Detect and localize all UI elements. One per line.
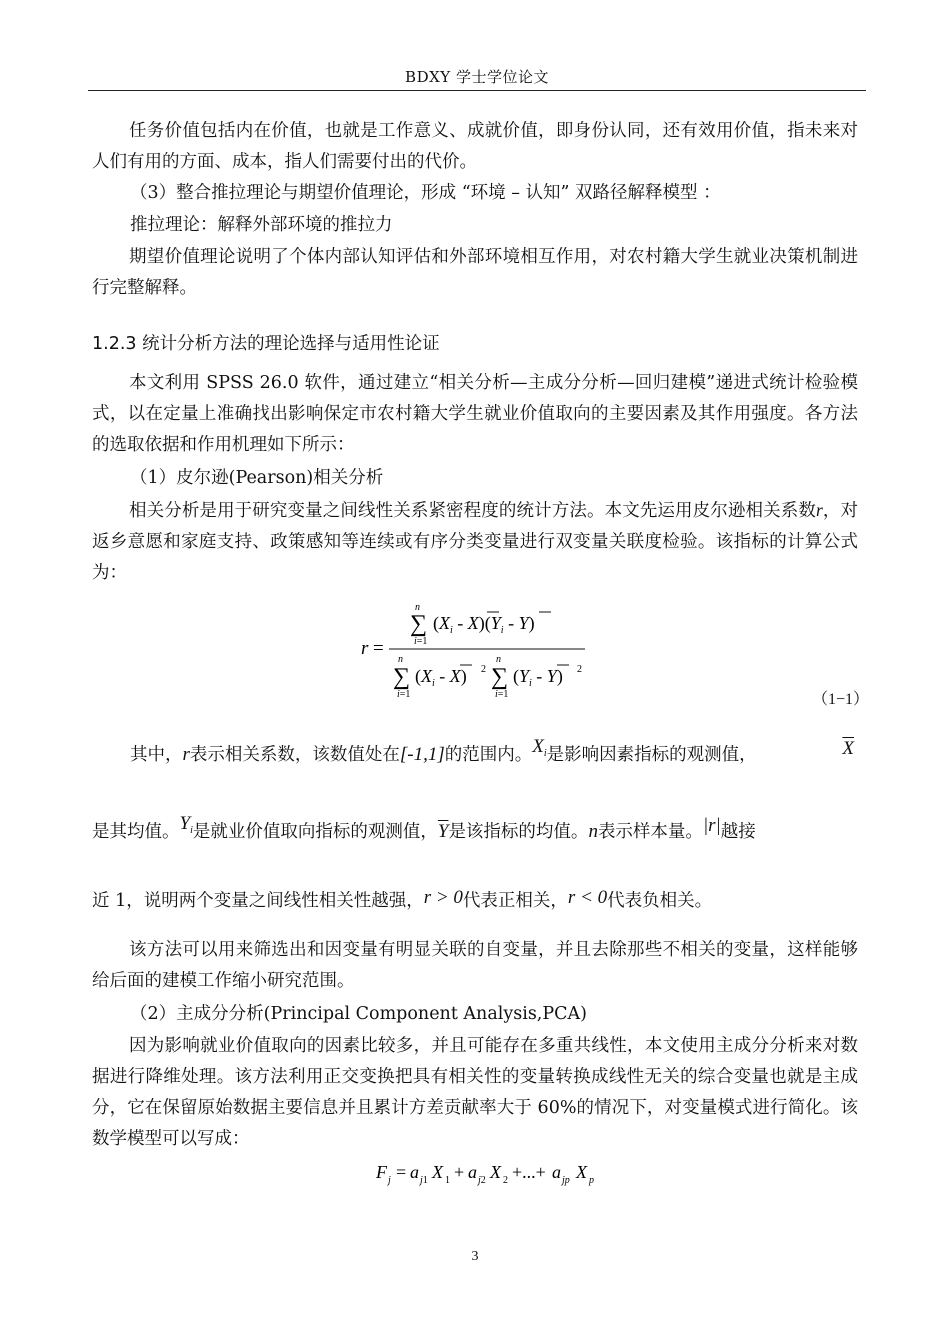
- paragraph-pca: 因为影响就业价值取向的因素比较多，并且可能存在多重共线性，本文使用主成分分析来对数据进行降维处理。该方法利用正交变换把具有相关性的变量转换成线性无关的综合变量也就是主成分，它在保留原始数据主要信息并且累计方差贡献率大于 60%的情况下，对变量模式进行简化。该数学模型可以写成：: [92, 1036, 858, 1149]
- svg-text:a: a: [468, 1162, 477, 1182]
- paragraph-pearson-title: （1）皮尔逊(Pearson)相关分析: [130, 468, 384, 488]
- explanation-line-1: [130, 736, 858, 766]
- symbol-ybar: $\overline{Y}$: [437, 821, 449, 842]
- paragraph-screening: 该方法可以用来筛选出和因变量有明显关联的自变量，并且去除那些不相关的变量，这样能够给后面的建模工作缩小研究范围。: [92, 940, 858, 991]
- svg-text:=: =: [373, 638, 384, 659]
- svg-text:2: 2: [577, 664, 582, 675]
- svg-text:n: n: [496, 654, 501, 665]
- svg-text:1: 1: [445, 1175, 450, 1186]
- paragraph-push-pull: 推拉理论：解释外部环境的推拉力: [130, 215, 393, 235]
- text: 表示相关系数，该数值处在: [189, 745, 400, 765]
- text: 是就业价值取向指标的观测值，: [192, 822, 438, 842]
- symbol-r: r: [815, 500, 823, 520]
- svg-text:(Xi - X)(Yi - Y): $(X_i - X)(Y_i - Y)$: [433, 613, 535, 636]
- correlation-text-a: 相关分析是用于研究变量之间线性关系紧密程度的统计方法。本文先运用皮尔逊相关系数: [129, 501, 816, 521]
- explanation-line-3: [92, 887, 858, 912]
- symbol-r-positive: r > 0: [423, 887, 463, 908]
- text: 代表正相关，: [462, 891, 568, 911]
- explanation-line-2: [92, 813, 858, 843]
- header-rule: [88, 90, 866, 91]
- svg-text:2: 2: [481, 664, 486, 675]
- svg-text:r: r: [361, 638, 369, 659]
- text: 越接: [720, 822, 756, 842]
- paragraph-integration: （3）整合推拉理论与期望价值理论，形成 “环境 – 认知” 双路径解释模型 ：: [130, 183, 721, 203]
- symbol-x: X: [532, 736, 544, 757]
- svg-text:i=1: i=1: [397, 689, 411, 700]
- text: 近 1，说明两个变量之间线性相关性越强，: [92, 891, 424, 911]
- svg-text:i=1: i=1: [414, 636, 428, 647]
- svg-text:jp: jp: [562, 1175, 570, 1186]
- svg-text:=: =: [396, 1162, 407, 1182]
- svg-text:a: a: [552, 1162, 561, 1182]
- subscript-i: i: [543, 748, 547, 759]
- svg-text:X: X: [576, 1162, 587, 1182]
- text: 是影响因素指标的观测值，: [546, 745, 757, 765]
- svg-text:j2: j2: [478, 1175, 486, 1186]
- svg-text:X: X: [432, 1162, 443, 1182]
- running-header: BDXY 学士学位论文: [405, 68, 549, 86]
- subscript-i: i: [190, 825, 193, 836]
- text: 的范围内。: [444, 745, 533, 765]
- svg-text:p: p: [589, 1175, 594, 1186]
- paragraph-expectancy: 期望价值理论说明了个体内部认知评估和外部环境相互作用，对农村籍大学生就业决策机制进行完整解释。: [92, 247, 858, 298]
- svg-text:X: X: [490, 1162, 501, 1182]
- svg-text:∑: ∑: [393, 664, 411, 690]
- svg-text:a: a: [410, 1162, 419, 1182]
- svg-text:j: j: [388, 1175, 391, 1186]
- correlation-text-b: ，对返乡意愿和家庭支持、政策感知等连续或有序分类变量进行双变量关联度检验。该指标的计算公式为：: [92, 501, 859, 583]
- svg-text:n: n: [415, 602, 420, 613]
- symbol-y: Y: [179, 813, 191, 834]
- page-number: 3: [471, 1249, 479, 1264]
- paragraph-pca-title: （2）主成分分析(Principal Component Analysis,PCA): [130, 1004, 587, 1024]
- symbol-xbar: $\overline{X}$: [842, 738, 854, 759]
- symbol-r: r: [182, 744, 190, 765]
- symbol-r-negative: r < 0: [567, 887, 608, 908]
- symbol-n: n: [588, 821, 598, 842]
- interval: [-1,1]: [399, 744, 445, 765]
- svg-text:2: 2: [503, 1175, 508, 1186]
- svg-text:(Yi - Y): $(Y_i - Y)$: [513, 666, 563, 689]
- text: 其中，: [130, 745, 183, 765]
- paragraph-spss: 本文利用 SPSS 26.0 软件，通过建立“相关分析—主成分分析—回归建模”递进式统计检验模式，以在定量上准确找出影响保定市农村籍大学生就业价值取向的主要因素及其作用强度。各方法的选取依据和作用机理如下所示：: [92, 373, 858, 455]
- paragraph-correlation: [92, 495, 858, 589]
- svg-text:∑: ∑: [410, 611, 428, 637]
- section-heading: 1.2.3 统计分析方法的理论选择与适用性论证: [92, 334, 440, 354]
- pearson-formula: [355, 598, 595, 708]
- equation-number: （1−1）: [812, 691, 870, 708]
- svg-text:∑: ∑: [491, 664, 509, 690]
- pca-formula: [374, 1160, 624, 1192]
- text: 是其均值。: [92, 822, 180, 842]
- paragraph-task-value: 任务价值包括内在价值，也就是工作意义、成就价值，即身份认同，还有效用价值，指未来对人们有用的方面、成本，指人们需要付出的代价。: [92, 121, 858, 172]
- svg-text:+: +: [454, 1162, 465, 1182]
- svg-text:+...+: +...+: [512, 1162, 546, 1182]
- svg-text:n: n: [398, 654, 403, 665]
- text: 是该指标的均值。: [448, 822, 589, 842]
- text: 代表负相关。: [607, 891, 713, 911]
- svg-text:j1: j1: [420, 1175, 428, 1186]
- text: 表示样本量。: [597, 822, 703, 842]
- svg-text:(Xi - X): $(X_i - X)$: [415, 666, 467, 689]
- svg-text:i=1: i=1: [495, 689, 509, 700]
- svg-text:F: F: [376, 1162, 387, 1182]
- symbol-abs-r: |r|: [702, 815, 721, 836]
